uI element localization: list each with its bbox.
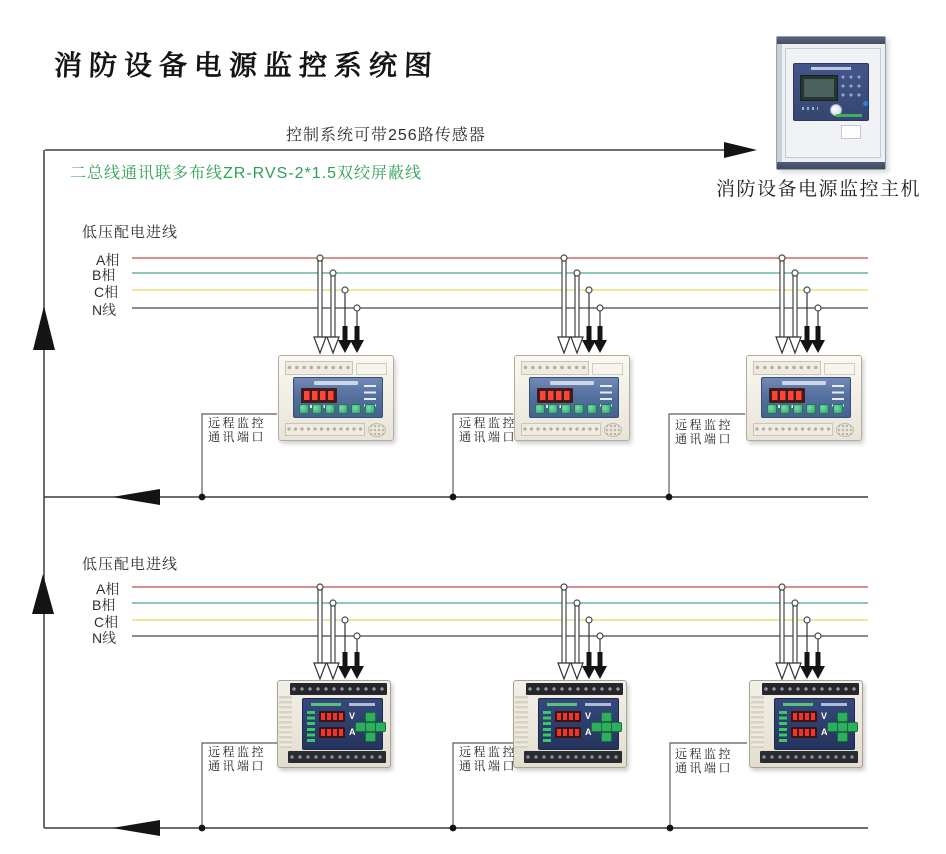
host-lcd-screen <box>800 75 838 101</box>
voltage-display <box>791 711 817 722</box>
power-sensor-module <box>513 680 627 768</box>
terminal-block-top <box>526 683 623 695</box>
host-panel-marks <box>802 107 818 110</box>
terminal-block-bottom <box>288 751 386 763</box>
remote-port-label <box>208 745 266 773</box>
side-vents <box>751 696 764 748</box>
volt-unit-label: V <box>821 711 828 721</box>
blank-plate <box>592 363 623 375</box>
port-label-line1: 远程监控 <box>459 745 518 759</box>
key-up <box>601 712 612 722</box>
module-brand-text <box>821 703 847 706</box>
key-down <box>601 732 612 742</box>
arrow-left-icon <box>112 820 160 836</box>
led-column <box>307 711 315 744</box>
port-label-line1: 远程监控 <box>208 416 267 430</box>
amp-unit-label: A <box>585 727 592 737</box>
key-right <box>611 722 622 732</box>
module-title-text <box>311 703 341 706</box>
remote-port-label <box>675 747 733 775</box>
host-panel-title <box>811 67 851 70</box>
module-title-text <box>314 381 358 385</box>
remote-port-label <box>459 745 517 773</box>
module-front-panel <box>293 377 383 418</box>
current-display <box>791 727 817 738</box>
remote-port-label <box>208 416 266 444</box>
key-up <box>365 712 376 722</box>
phase-n-label: N线 <box>92 630 117 646</box>
key-down <box>365 732 376 742</box>
wiring-spec-note: 二总线通讯联多布线ZR-RVS-2*1.5双绞屏蔽线 <box>70 165 422 182</box>
current-display <box>555 727 581 738</box>
riser-left <box>32 150 55 828</box>
led-column <box>543 711 551 744</box>
phase-n-label: N线 <box>92 302 117 318</box>
set-button <box>365 404 375 414</box>
terminal-block-top <box>762 683 859 695</box>
led-column <box>779 711 787 744</box>
port-label-line1: 远程监控 <box>208 745 267 759</box>
terminal-block-bottom <box>524 751 622 763</box>
module-front-panel <box>538 698 619 750</box>
speaker-grille <box>604 423 622 437</box>
arrow-left-icon <box>112 489 160 505</box>
section2-taps <box>314 584 825 679</box>
remote-port-label <box>459 416 517 444</box>
phase-b-label: B相 <box>92 597 116 613</box>
section2-comm-bus <box>44 743 868 836</box>
segment-display <box>301 388 337 403</box>
arrow-up-icon <box>32 574 54 614</box>
speaker-grille <box>836 423 854 437</box>
set-button <box>601 404 611 414</box>
volt-unit-label: V <box>585 711 592 721</box>
power-sensor-module <box>277 680 391 768</box>
module-title-text <box>547 703 577 706</box>
host-brand-strip <box>836 114 862 117</box>
terminal-strip-top <box>285 361 353 375</box>
key-right <box>375 722 386 732</box>
power-monitor-module <box>514 355 630 441</box>
power-sensor-module <box>749 680 863 768</box>
page-title: 消防设备电源监控系统图 <box>53 49 440 82</box>
bus-capacity-note: 控制系统可带256路传感器 <box>286 127 486 144</box>
section1-phase-lines <box>132 258 868 308</box>
terminal-strip-bottom <box>521 423 601 436</box>
terminal-block-top <box>290 683 387 695</box>
host-label: 消防设备电源监控主机 <box>716 179 922 200</box>
terminal-strip-bottom <box>285 423 365 436</box>
blank-plate <box>824 363 855 375</box>
section1-incoming-label: 低压配电进线 <box>82 224 179 241</box>
side-vents <box>515 696 528 748</box>
host-power-led <box>863 101 868 106</box>
port-label-line1: 远程监控 <box>675 747 734 761</box>
segment-display <box>537 388 573 403</box>
host-label-card <box>841 125 861 139</box>
host-display-panel <box>793 63 869 121</box>
arrow-up-icon <box>33 306 55 350</box>
section2-phase-lines <box>132 587 868 636</box>
host-indicator-grid <box>840 74 864 101</box>
amp-unit-label: A <box>821 727 828 737</box>
phase-a-label: A相 <box>96 581 120 597</box>
port-label-line1: 远程监控 <box>459 416 518 430</box>
phase-c-label: C相 <box>94 284 119 300</box>
terminal-strip-bottom <box>753 423 833 436</box>
remote-port-label <box>675 418 733 446</box>
power-monitor-module <box>278 355 394 441</box>
port-label-line2: 通讯端口 <box>459 430 518 444</box>
amp-unit-label: A <box>349 727 356 737</box>
cabinet-top-trim <box>777 37 885 44</box>
section2-incoming-label: 低压配电进线 <box>82 556 179 573</box>
key-right <box>847 722 858 732</box>
current-display <box>319 727 345 738</box>
module-front-panel <box>302 698 383 750</box>
blank-plate <box>356 363 387 375</box>
voltage-display <box>319 711 345 722</box>
terminal-strip-top <box>753 361 821 375</box>
module-front-panel <box>529 377 619 418</box>
phase-c-label: C相 <box>94 614 119 630</box>
port-label-line2: 通讯端口 <box>675 432 734 446</box>
port-label-line2: 通讯端口 <box>675 761 734 775</box>
module-front-panel <box>761 377 851 418</box>
set-button <box>833 404 843 414</box>
power-monitor-module <box>746 355 862 441</box>
voltage-display <box>555 711 581 722</box>
module-title-text <box>782 381 826 385</box>
speaker-grille <box>368 423 386 437</box>
port-label-line1: 远程监控 <box>675 418 734 432</box>
button-row <box>767 404 829 414</box>
section1-comm-bus <box>44 414 868 505</box>
phase-b-label: B相 <box>92 267 116 283</box>
segment-display <box>769 388 805 403</box>
module-title-text <box>783 703 813 706</box>
module-brand-text <box>349 703 375 706</box>
key-up <box>837 712 848 722</box>
terminal-strip-top <box>521 361 589 375</box>
terminal-block-bottom <box>760 751 858 763</box>
volt-unit-label: V <box>349 711 356 721</box>
port-label-line2: 通讯端口 <box>208 430 267 444</box>
host-cabinet <box>776 36 886 170</box>
button-row <box>535 404 597 414</box>
side-vents <box>279 696 292 748</box>
port-label-line2: 通讯端口 <box>459 759 518 773</box>
module-brand-text <box>585 703 611 706</box>
module-front-panel <box>774 698 855 750</box>
key-down <box>837 732 848 742</box>
arrow-right-icon <box>724 142 757 158</box>
phase-a-label: A相 <box>96 252 120 268</box>
module-title-text <box>550 381 594 385</box>
cabinet-bottom-trim <box>777 162 885 169</box>
section1-taps <box>314 255 825 353</box>
button-row <box>299 404 361 414</box>
port-label-line2: 通讯端口 <box>208 759 267 773</box>
